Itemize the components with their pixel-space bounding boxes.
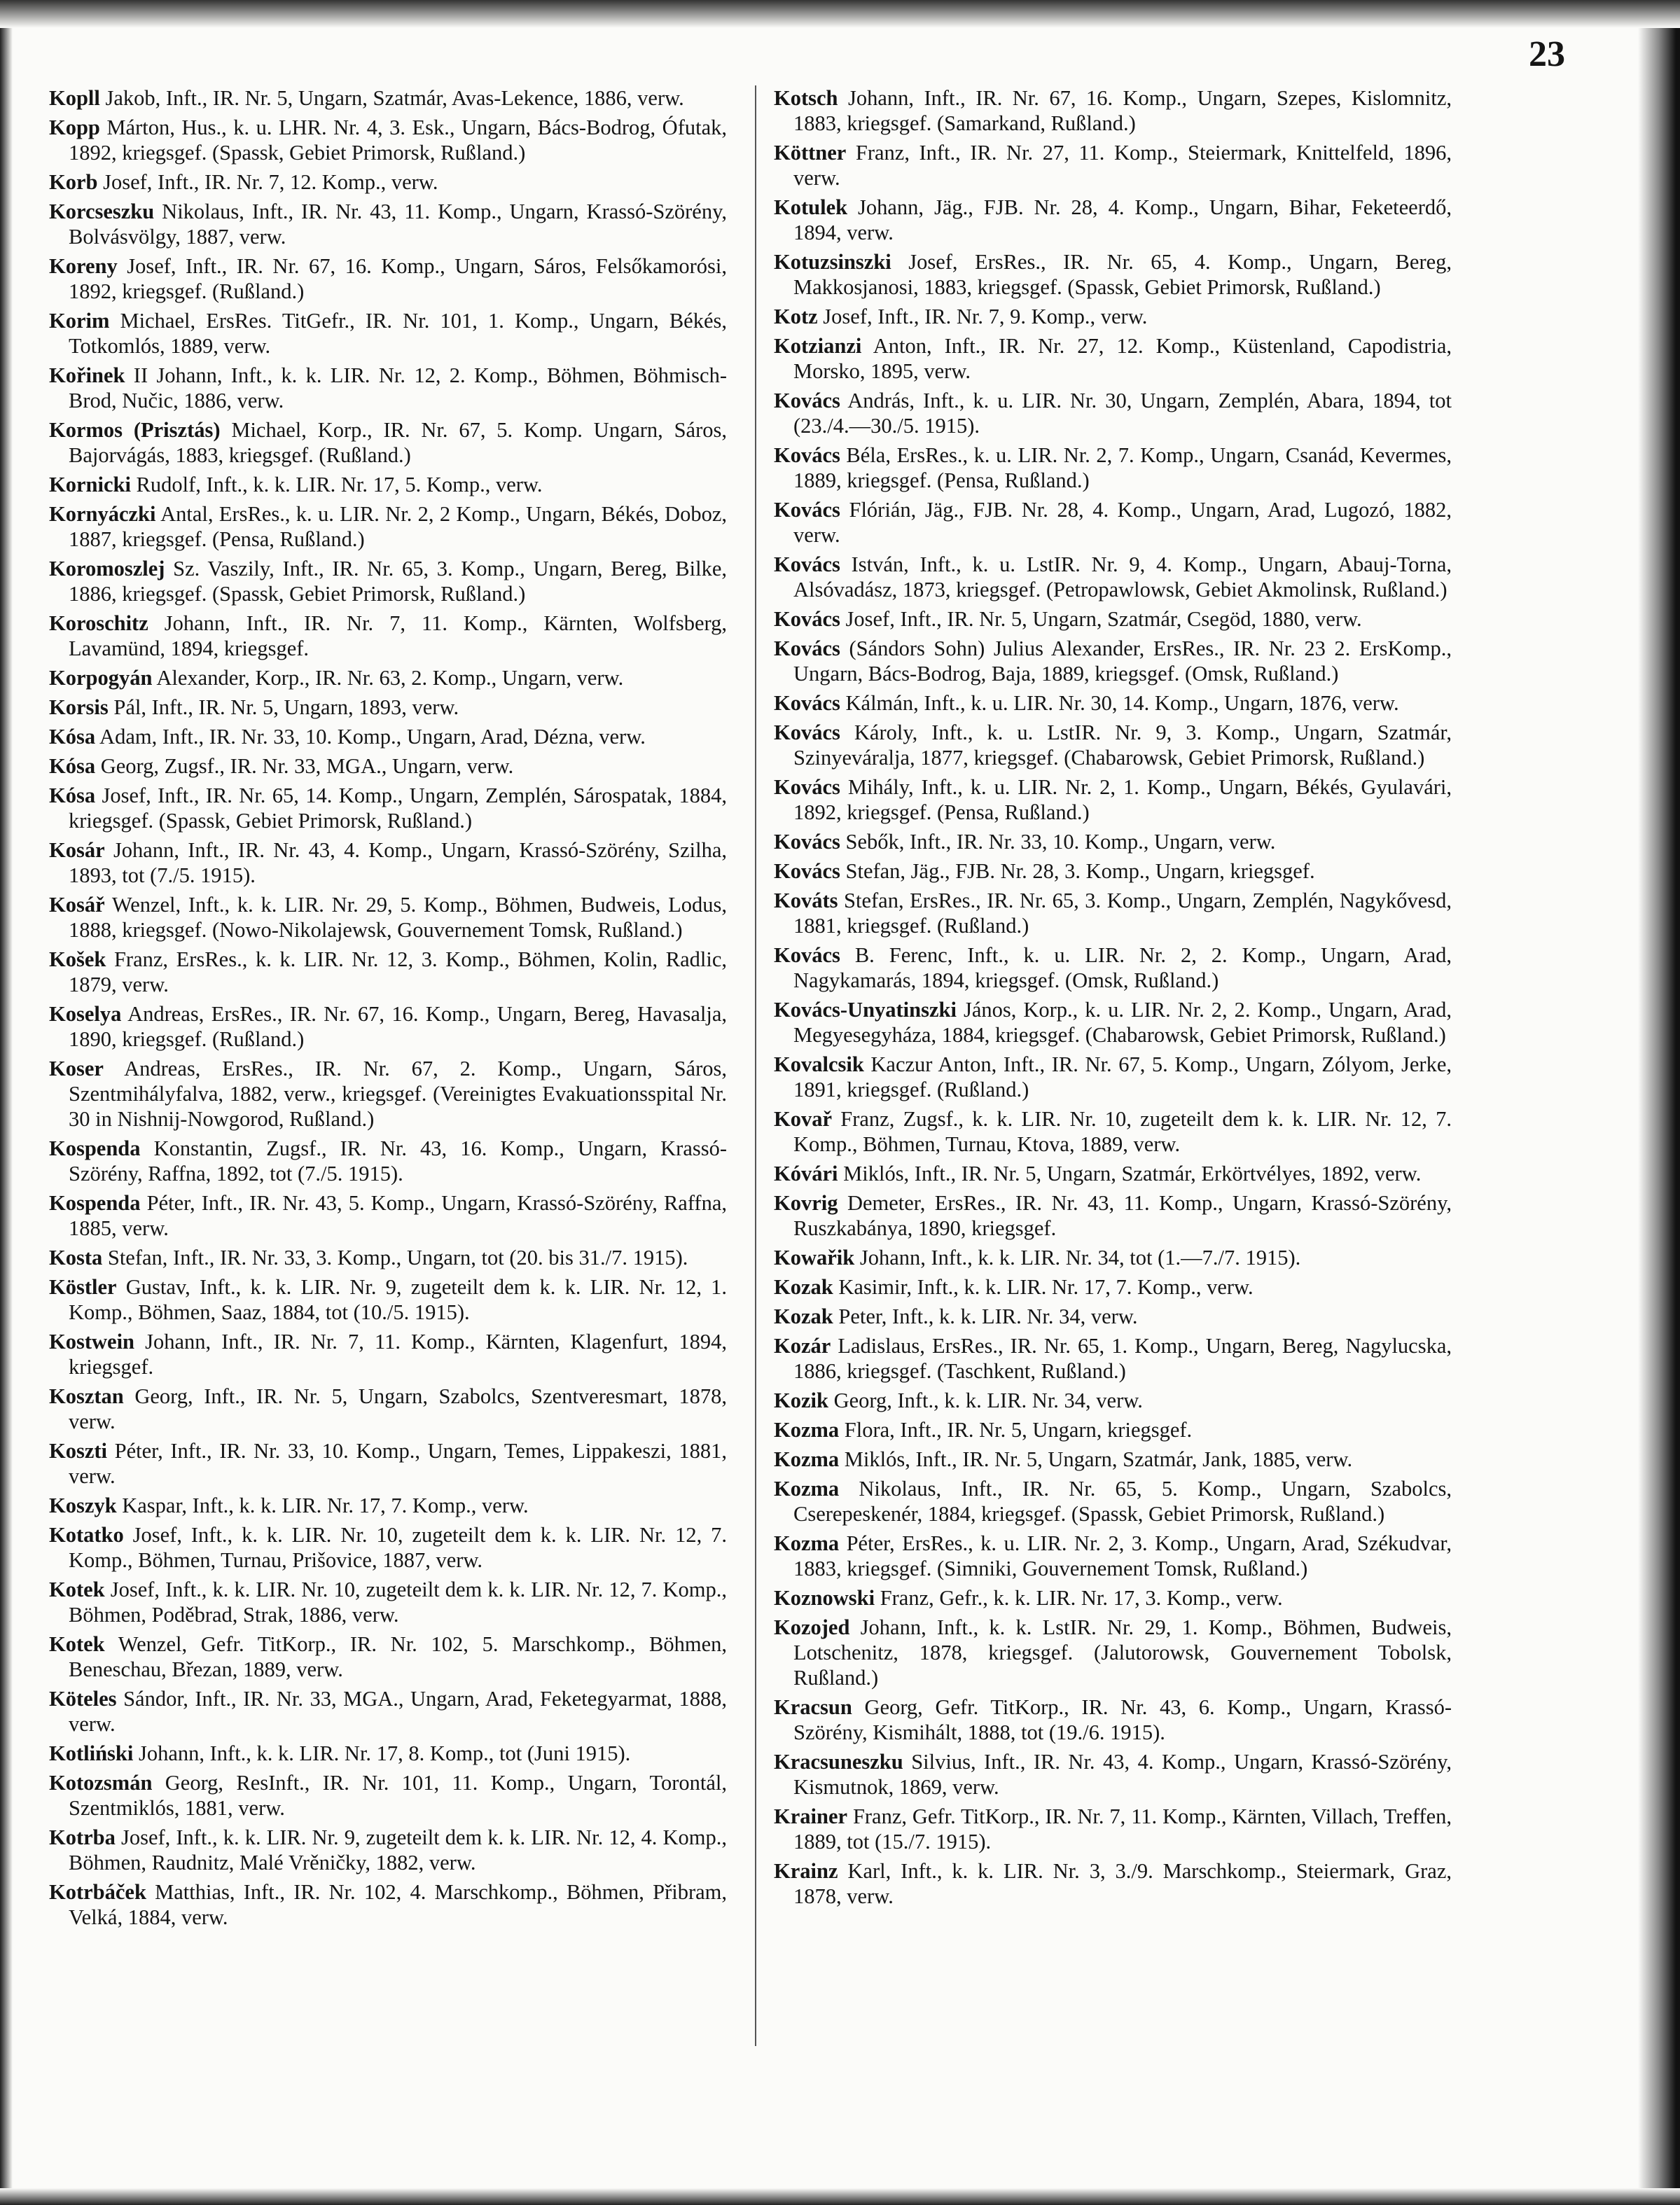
entry-surname: Kozak bbox=[774, 1305, 833, 1328]
register-entry bbox=[49, 363, 727, 413]
register-entry bbox=[49, 1825, 727, 1875]
entry-surname: Kotek bbox=[49, 1632, 105, 1656]
register-entry bbox=[774, 1161, 1452, 1186]
entry-details: Gustav, Inft., k. k. LIR. Nr. 9, zugeteilt dem k. k. LIR. Nr. 12, 1. Komp., Böhmen, Saaz, 1884, tot (10./5. 1915). bbox=[69, 1275, 728, 1324]
register-entry bbox=[774, 140, 1452, 190]
entry-surname: Kovács bbox=[774, 859, 840, 883]
entry-surname: Kovács bbox=[774, 691, 840, 715]
register-entry bbox=[774, 1858, 1452, 1909]
entry-surname: Koroschitz bbox=[49, 611, 148, 635]
entry-details: Kaspar, Inft., k. k. LIR. Nr. 17, 7. Komp., verw. bbox=[122, 1494, 529, 1517]
entry-details: Károly, Inft., k. u. LstIR. Nr. 9, 3. Komp., Ungarn, Szatmár, Szinyeváralja, 1877, kriegsgef. (Chabarowsk, Gebiet Primorsk, Rußland.) bbox=[793, 721, 1452, 770]
entry-surname: Kovrig bbox=[774, 1191, 838, 1215]
register-entry bbox=[49, 1001, 727, 1052]
register-entry bbox=[774, 388, 1452, 438]
entry-details: Miklós, Inft., IR. Nr. 5, Ungarn, Szatmár, Erkörtvélyes, 1892, verw. bbox=[843, 1162, 1422, 1185]
entry-surname: Kovács bbox=[774, 775, 840, 799]
entry-surname: Korim bbox=[49, 309, 110, 333]
entry-details: Johann, Inft., IR. Nr. 7, 11. Komp., Kärnten, Klagenfurt, 1894, kriegsgef. bbox=[69, 1330, 728, 1379]
entry-surname: Kósa bbox=[49, 784, 96, 807]
entry-surname: Kotsch bbox=[774, 86, 838, 110]
entry-surname: Kotrbáček bbox=[49, 1880, 146, 1904]
column-divider bbox=[755, 85, 756, 2046]
entry-details: Sándor, Inft., IR. Nr. 33, MGA., Ungarn, Arad, Feketegyarmat, 1888, verw. bbox=[69, 1687, 728, 1736]
register-entry bbox=[774, 304, 1452, 329]
register-entry bbox=[49, 1686, 727, 1737]
register-entry bbox=[774, 1388, 1452, 1413]
register-entry bbox=[49, 695, 727, 720]
entry-surname: Kopp bbox=[49, 116, 100, 139]
entry-surname: Kovař bbox=[774, 1107, 833, 1131]
entry-details: Johann, Inft., IR. Nr. 43, 4. Komp., Ungarn, Krassó-Szörény, Szilha, 1893, tot (7./5. 1915). bbox=[69, 838, 728, 887]
entry-surname: Kotzianzi bbox=[774, 334, 862, 358]
register-entry bbox=[49, 892, 727, 942]
entry-surname: Kosta bbox=[49, 1246, 103, 1270]
register-entry bbox=[49, 724, 727, 749]
entry-surname: Kořinek bbox=[49, 363, 125, 387]
entry-surname: Kovalcsik bbox=[774, 1052, 864, 1076]
register-entry bbox=[774, 1417, 1452, 1442]
register-entry bbox=[49, 783, 727, 833]
entry-details: Antal, ErsRes., k. u. LIR. Nr. 2, 2 Komp., Ungarn, Békés, Doboz, 1887, kriegsgef. (Pensa, Rußland.) bbox=[69, 502, 727, 551]
register-entry bbox=[774, 690, 1452, 716]
entry-surname: Kozma bbox=[774, 1477, 840, 1501]
register-entry bbox=[49, 1245, 727, 1270]
entry-details: Matthias, Inft., IR. Nr. 102, 4. Marschkomp., Böhmen, Přibram, Velká, 1884, verw. bbox=[69, 1880, 728, 1929]
entry-surname: Koszyk bbox=[49, 1494, 117, 1517]
entry-details: Michael, Korp., IR. Nr. 67, 5. Komp. Ungarn, Sáros, Bajorvágás, 1883, kriegsgef. (Rußland.) bbox=[69, 418, 727, 467]
entry-details: Miklós, Inft., IR. Nr. 5, Ungarn, Szatmár, Jank, 1885, verw. bbox=[844, 1447, 1353, 1471]
register-entry bbox=[49, 199, 727, 249]
entry-surname: Kovács bbox=[774, 443, 840, 467]
entry-details: Márton, Hus., k. u. LHR. Nr. 4, 3. Esk., Ungarn, Bács-Bodrog, Ófutak, 1892, kriegsgef. (Spassk, Gebiet Primorsk, Rußland.) bbox=[69, 116, 728, 165]
entry-surname: Köttner bbox=[774, 141, 847, 165]
entry-surname: Kozár bbox=[774, 1334, 831, 1358]
register-entry bbox=[49, 85, 727, 111]
entry-details: Georg, Inft., IR. Nr. 5, Ungarn, Szabolcs, Szentveresmart, 1878, verw. bbox=[69, 1384, 727, 1433]
entry-surname: Kovács bbox=[774, 607, 840, 631]
entry-surname: Kozma bbox=[774, 1531, 840, 1555]
entry-surname: Kracsuneszku bbox=[774, 1750, 903, 1774]
entry-surname: Korb bbox=[49, 170, 98, 194]
register-entry bbox=[774, 1476, 1452, 1526]
entry-details: István, Inft., k. u. LstIR. Nr. 9, 4. Komp., Ungarn, Abauj-Torna, Alsóvadász, 1873, kriegsgef. (Petropawlowsk, Gebiet Akmolinsk, Rußland.) bbox=[793, 552, 1452, 601]
entry-details: Johann, Inft., k. k. LIR. Nr. 34, tot (1.—7./7. 1915). bbox=[859, 1246, 1301, 1270]
entry-details: Karl, Inft., k. k. LIR. Nr. 3, 3./9. Marschkomp., Steiermark, Graz, 1878, verw. bbox=[793, 1859, 1452, 1908]
entry-surname: Koznowski bbox=[774, 1586, 875, 1610]
register-entry bbox=[774, 720, 1452, 770]
entry-details: Wenzel, Gefr. TitKorp., IR. Nr. 102, 5. Marschkomp., Böhmen, Beneschau, Březan, 1889, verw. bbox=[69, 1632, 727, 1681]
entry-surname: Kovács bbox=[774, 943, 840, 967]
register-entry bbox=[774, 1333, 1452, 1384]
entry-details: Andreas, ErsRes., IR. Nr. 67, 16. Komp., Ungarn, Bereg, Havasalja, 1890, kriegsgef. (Rußland.) bbox=[69, 1002, 727, 1051]
entry-details: Stefan, ErsRes., IR. Nr. 65, 3. Komp., Ungarn, Zemplén, Nagykővesd, 1881, kriegsgef. (Rußland.) bbox=[793, 889, 1452, 938]
entry-details: Rudolf, Inft., k. k. LIR. Nr. 17, 5. Komp., verw. bbox=[136, 473, 543, 496]
entry-details: Josef, Inft., IR. Nr. 7, 12. Komp., verw. bbox=[103, 170, 438, 194]
entry-details: Anton, Inft., IR. Nr. 27, 12. Komp., Küstenland, Capodistria, Morsko, 1895, verw. bbox=[793, 334, 1452, 383]
entry-details: Adam, Inft., IR. Nr. 33, 10. Komp., Ungarn, Arad, Dézna, verw. bbox=[99, 725, 646, 749]
entry-surname: Kospenda bbox=[49, 1136, 141, 1160]
entry-details: Stefan, Jäg., FJB. Nr. 28, 3. Komp., Ungarn, kriegsgef. bbox=[845, 859, 1315, 883]
entry-surname: Kósa bbox=[49, 725, 96, 749]
register-entry bbox=[774, 1531, 1452, 1581]
register-entry bbox=[774, 1695, 1452, 1745]
register-entry bbox=[774, 858, 1452, 884]
register-entry bbox=[49, 417, 727, 468]
register-entry bbox=[774, 1804, 1452, 1854]
entry-surname: Koselya bbox=[49, 1002, 122, 1026]
entry-details: Johann, Jäg., FJB. Nr. 28, 4. Komp., Ungarn, Bihar, Feketeerdő, 1894, verw. bbox=[793, 195, 1452, 244]
entry-details: János, Korp., k. u. LIR. Nr. 2, 2. Komp., Ungarn, Arad, Megyesegyháza, 1884, kriegsgef. (Chabarowsk, Gebiet Primorsk, Rußland.) bbox=[793, 998, 1452, 1047]
register-entry bbox=[774, 1585, 1452, 1611]
entry-surname: Kotz bbox=[774, 305, 818, 328]
scan-edge-top bbox=[0, 0, 1680, 28]
entry-details: Johann, Inft., k. k. LstIR. Nr. 29, 1. Komp., Böhmen, Budweis, Lotschenitz, 1878, kriegsgef. (Jalutorowsk, Gouvernement Tobolsk, Rußland.) bbox=[793, 1615, 1452, 1690]
register-entry bbox=[774, 1245, 1452, 1270]
entry-surname: Kosář bbox=[49, 893, 105, 917]
entry-surname: Koreny bbox=[49, 254, 118, 278]
register-entry bbox=[49, 1770, 727, 1821]
entry-surname: Kozma bbox=[774, 1447, 840, 1471]
entry-details: Andreas, ErsRes., IR. Nr. 67, 2. Komp., Ungarn, Sáros, Szentmihályfalva, 1882, verw., kriegsgef. (Vereinigtes Evakuationsspital Nr. 30 in Nishnij-Nowgorod, Rußland.) bbox=[69, 1057, 727, 1131]
entry-details: Johann, Inft., k. k. LIR. Nr. 17, 8. Komp., tot (Juni 1915). bbox=[138, 1741, 631, 1765]
entry-surname: Koromoszlej bbox=[49, 557, 165, 580]
register-entry bbox=[49, 1493, 727, 1518]
register-entry bbox=[774, 888, 1452, 938]
entry-details: Nikolaus, Inft., IR. Nr. 43, 11. Komp., Ungarn, Krassó-Szörény, Bolvásvölgy, 1887, verw. bbox=[69, 200, 727, 249]
entry-surname: Kozojed bbox=[774, 1615, 850, 1639]
register-entry bbox=[49, 472, 727, 497]
entry-details: Péter, Inft., IR. Nr. 43, 5. Komp., Ungarn, Krassó-Szörény, Raffna, 1885, verw. bbox=[69, 1191, 727, 1240]
entry-details: Demeter, ErsRes., IR. Nr. 43, 11. Komp., Ungarn, Krassó-Szörény, Ruszkabánya, 1890, kriegsgef. bbox=[793, 1191, 1452, 1240]
entry-surname: Kotrba bbox=[49, 1825, 116, 1849]
register-entry bbox=[774, 1190, 1452, 1241]
entry-details: Johann, Inft., IR. Nr. 67, 16. Komp., Ungarn, Szepes, Kislomnitz, 1883, kriegsgef. (Samarkand, Rußland.) bbox=[793, 86, 1452, 135]
register-entry bbox=[774, 942, 1452, 993]
register-entry bbox=[49, 611, 727, 661]
entry-surname: Kotliński bbox=[49, 1741, 134, 1765]
entry-details: Josef, Inft., IR. Nr. 65, 14. Komp., Ungarn, Zemplén, Sárospatak, 1884, kriegsgef. (Spassk, Gebiet Primorsk, Rußland.) bbox=[69, 784, 727, 833]
entry-details: Georg, Inft., k. k. LIR. Nr. 34, verw. bbox=[833, 1389, 1143, 1412]
register-entry bbox=[774, 1274, 1452, 1300]
register-entry bbox=[774, 774, 1452, 825]
entry-details: B. Ferenc, Inft., k. u. LIR. Nr. 2, 2. Komp., Ungarn, Arad, Nagykamarás, 1894, kriegsgef. (Omsk, Rußland.) bbox=[793, 943, 1452, 992]
register-entry bbox=[49, 947, 727, 997]
register-entry bbox=[774, 636, 1452, 686]
entry-details: Franz, Gefr. TitKorp., IR. Nr. 7, 11. Komp., Kärnten, Villach, Treffen, 1889, tot (15./7. 1915). bbox=[793, 1804, 1452, 1853]
register-entry bbox=[774, 997, 1452, 1048]
register-entry bbox=[774, 443, 1452, 493]
entry-details: Peter, Inft., k. k. LIR. Nr. 34, verw. bbox=[838, 1305, 1138, 1328]
entry-surname: Kozak bbox=[774, 1275, 833, 1299]
entry-details: Ladislaus, ErsRes., IR. Nr. 65, 1. Komp., Ungarn, Bereg, Nagylucska, 1886, kriegsgef. (Taschkent, Rußland.) bbox=[793, 1334, 1452, 1383]
entry-surname: Kósa bbox=[49, 754, 96, 778]
entry-surname: Koszti bbox=[49, 1439, 108, 1463]
register-entry bbox=[49, 1136, 727, 1186]
entry-surname: Kosár bbox=[49, 838, 105, 862]
right-column bbox=[774, 85, 1452, 1913]
register-entry bbox=[774, 1749, 1452, 1800]
register-entry bbox=[49, 501, 727, 552]
entry-surname: Kotek bbox=[49, 1578, 105, 1601]
entry-surname: Kovács bbox=[774, 389, 840, 412]
register-entry bbox=[49, 1632, 727, 1682]
entry-surname: Kospenda bbox=[49, 1191, 141, 1215]
entry-details: Nikolaus, Inft., IR. Nr. 65, 5. Komp., Ungarn, Szabolcs, Cserepeskenér, 1884, kriegsgef. (Spassk, Gebiet Primorsk, Rußland.) bbox=[793, 1477, 1452, 1526]
register-entry bbox=[49, 1274, 727, 1325]
entry-details: Franz, Zugsf., k. k. LIR. Nr. 10, zugeteilt dem k. k. LIR. Nr. 12, 7. Komp., Böhmen, Turnau, Ktova, 1889, verw. bbox=[793, 1107, 1452, 1156]
entry-surname: Kovács bbox=[774, 830, 840, 854]
entry-details: Josef, Inft., k. k. LIR. Nr. 9, zugeteilt dem k. k. LIR. Nr. 12, 4. Komp., Böhmen, Raudnitz, Malé Vrěničky, 1882, verw. bbox=[69, 1825, 727, 1874]
entry-surname: Korcseszku bbox=[49, 200, 155, 223]
entry-surname: Kotulek bbox=[774, 195, 848, 219]
entry-surname: Košek bbox=[49, 947, 106, 971]
entry-surname: Kornyáczki bbox=[49, 502, 156, 526]
entry-surname: Kovács bbox=[774, 721, 840, 744]
register-entry bbox=[774, 1447, 1452, 1472]
entry-details: Flórián, Jäg., FJB. Nr. 28, 4. Komp., Ungarn, Arad, Lugozó, 1882, verw. bbox=[793, 498, 1452, 547]
entry-details: Josef, Inft., k. k. LIR. Nr. 10, zugeteilt dem k. k. LIR. Nr. 12, 7. Komp., Böhmen, Turnau, Prišovice, 1887, verw. bbox=[69, 1523, 727, 1572]
entry-details: Franz, Inft., IR. Nr. 27, 11. Komp., Steiermark, Knittelfeld, 1896, verw. bbox=[793, 141, 1452, 190]
entry-details: Josef, Inft., IR. Nr. 7, 9. Komp., verw. bbox=[823, 305, 1148, 328]
entry-surname: Kormos (Prisztás) bbox=[49, 418, 221, 442]
entry-surname: Kotozsmán bbox=[49, 1771, 153, 1795]
entry-surname: Kóvári bbox=[774, 1162, 838, 1185]
entry-surname: Krainer bbox=[774, 1804, 848, 1828]
entry-details: Michael, ErsRes. TitGefr., IR. Nr. 101, 1. Komp., Ungarn, Békés, Totkomlós, 1889, verw. bbox=[69, 309, 727, 358]
entry-surname: Kosztan bbox=[49, 1384, 124, 1408]
scan-edge-bottom bbox=[0, 2188, 1680, 2205]
scan-edge-right bbox=[1638, 0, 1680, 2205]
register-entry bbox=[49, 115, 727, 165]
entry-surname: Kracsun bbox=[774, 1695, 852, 1719]
entry-details: Kasimir, Inft., k. k. LIR. Nr. 17, 7. Komp., verw. bbox=[838, 1275, 1254, 1299]
entry-details: Sebők, Inft., IR. Nr. 33, 10. Komp., Ungarn, verw. bbox=[845, 830, 1276, 854]
register-entry bbox=[49, 753, 727, 779]
entry-surname: Kowařik bbox=[774, 1246, 855, 1270]
page-number: 23 bbox=[1529, 34, 1565, 74]
entry-details: Franz, Gefr., k. k. LIR. Nr. 17, 3. Komp., verw. bbox=[880, 1586, 1283, 1610]
register-entry bbox=[49, 1190, 727, 1241]
entry-details: (Sándors Sohn) Julius Alexander, ErsRes., IR. Nr. 23 2. ErsKomp., Ungarn, Bács-Bodrog, Baja, 1889, kriegsgef. (Omsk, Rußland.) bbox=[793, 637, 1452, 686]
entry-details: Josef, Inft., IR. Nr. 5, Ungarn, Szatmár, Csegöd, 1880, verw. bbox=[845, 607, 1362, 631]
register-entry bbox=[49, 665, 727, 690]
entry-details: Péter, Inft., IR. Nr. 33, 10. Komp., Ungarn, Temes, Lippakeszi, 1881, verw. bbox=[69, 1439, 727, 1488]
register-entry bbox=[774, 497, 1452, 548]
entry-surname: Koser bbox=[49, 1057, 104, 1080]
entry-details: Pál, Inft., IR. Nr. 5, Ungarn, 1893, verw. bbox=[113, 695, 459, 719]
entry-details: Kálmán, Inft., k. u. LIR. Nr. 30, 14. Komp., Ungarn, 1876, verw. bbox=[845, 691, 1399, 715]
register-entry bbox=[49, 837, 727, 888]
register-entry bbox=[49, 1577, 727, 1627]
entry-surname: Kozik bbox=[774, 1389, 828, 1412]
entry-details: Péter, ErsRes., k. u. LIR. Nr. 2, 3. Komp., Ungarn, Arad, Székudvar, 1883, kriegsgef. (Simniki, Gouvernement Tomsk, Rußland.) bbox=[793, 1531, 1452, 1580]
entry-surname: Kovács bbox=[774, 552, 840, 576]
entry-surname: Kozma bbox=[774, 1418, 840, 1442]
entry-details: II Johann, Inft., k. k. LIR. Nr. 12, 2. Komp., Böhmen, Böhmisch-Brod, Nučic, 1886, verw. bbox=[69, 363, 727, 412]
register-entry bbox=[49, 1879, 727, 1930]
entry-surname: Kostwein bbox=[49, 1330, 134, 1354]
entry-details: Alexander, Korp., IR. Nr. 63, 2. Komp., Ungarn, verw. bbox=[156, 666, 624, 690]
entry-details: András, Inft., k. u. LIR. Nr. 30, Ungarn, Zemplén, Abara, 1894, tot (23./4.—30./5. 1915). bbox=[793, 389, 1452, 438]
entry-details: Georg, Gefr. TitKorp., IR. Nr. 43, 6. Komp., Ungarn, Krassó-Szörény, Kismihált, 1888, tot (19./6. 1915). bbox=[793, 1695, 1452, 1744]
register-entry bbox=[49, 1329, 727, 1379]
entry-details: Konstantin, Zugsf., IR. Nr. 43, 16. Komp., Ungarn, Krassó-Szörény, Raffna, 1892, tot (7./5. 1915). bbox=[69, 1136, 727, 1185]
entry-details: Mihály, Inft., k. u. LIR. Nr. 2, 1. Komp., Ungarn, Békés, Gyulavári, 1892, kriegsgef. (Pensa, Rußland.) bbox=[793, 775, 1452, 824]
entry-details: Georg, Zugsf., IR. Nr. 33, MGA., Ungarn, verw. bbox=[100, 754, 514, 778]
entry-surname: Kotatko bbox=[49, 1523, 124, 1547]
entry-details: Josef, ErsRes., IR. Nr. 65, 4. Komp., Ungarn, Bereg, Makkosjanosi, 1883, kriegsgef. (Spassk, Gebiet Primorsk, Rußland.) bbox=[793, 250, 1452, 299]
register-entry bbox=[49, 1384, 727, 1434]
entry-surname: Köteles bbox=[49, 1687, 117, 1711]
register-entry bbox=[49, 169, 727, 195]
entry-details: Josef, Inft., k. k. LIR. Nr. 10, zugeteilt dem k. k. LIR. Nr. 12, 7. Komp., Böhmen, Poděbrad, Strak, 1886, verw. bbox=[69, 1578, 727, 1627]
entry-details: Kaczur Anton, Inft., IR. Nr. 67, 5. Komp., Ungarn, Zólyom, Jerke, 1891, kriegsgef. (Rußland.) bbox=[793, 1052, 1452, 1101]
entry-surname: Krainz bbox=[774, 1859, 838, 1883]
entry-details: Franz, ErsRes., k. k. LIR. Nr. 12, 3. Komp., Böhmen, Kolin, Radlic, 1879, verw. bbox=[69, 947, 727, 996]
register-entry bbox=[49, 1522, 727, 1573]
register-entry bbox=[774, 1615, 1452, 1690]
register-entry bbox=[774, 85, 1452, 136]
register-entry bbox=[49, 1438, 727, 1489]
entry-details: Jakob, Inft., IR. Nr. 5, Ungarn, Szatmár, Avas-Lekence, 1886, verw. bbox=[105, 86, 684, 110]
register-entry bbox=[49, 1056, 727, 1132]
register-entry bbox=[774, 195, 1452, 245]
register-entry bbox=[774, 606, 1452, 632]
entry-details: Wenzel, Inft., k. k. LIR. Nr. 29, 5. Komp., Böhmen, Budweis, Lodus, 1888, kriegsgef. (Nowo-Nikolajewsk, Gouvernement Tomsk, Rußland.) bbox=[69, 893, 727, 942]
register-entry bbox=[774, 829, 1452, 854]
entry-surname: Kovács bbox=[774, 637, 840, 660]
entry-details: Georg, ResInft., IR. Nr. 101, 11. Komp., Ungarn, Torontál, Szentmiklós, 1881, verw. bbox=[69, 1771, 727, 1820]
entry-surname: Kováts bbox=[774, 889, 838, 912]
register-entry bbox=[49, 308, 727, 359]
entry-surname: Kornicki bbox=[49, 473, 131, 496]
entry-details: Sz. Vaszily, Inft., IR. Nr. 65, 3. Komp., Ungarn, Bereg, Bilke, 1886, kriegsgef. (Spassk, Gebiet Primorsk, Rußland.) bbox=[69, 557, 728, 606]
entry-surname: Kotuzsinszki bbox=[774, 250, 891, 274]
entry-details: Johann, Inft., IR. Nr. 7, 11. Komp., Kärnten, Wolfsberg, Lavamünd, 1894, kriegsgef. bbox=[69, 611, 728, 660]
entry-surname: Köstler bbox=[49, 1275, 117, 1299]
entry-surname: Kopll bbox=[49, 86, 100, 110]
entry-details: Flora, Inft., IR. Nr. 5, Ungarn, kriegsgef. bbox=[844, 1418, 1193, 1442]
register-entry bbox=[774, 333, 1452, 384]
entry-surname: Kovács-Unyatinszki bbox=[774, 998, 957, 1022]
entry-details: Josef, Inft., IR. Nr. 67, 16. Komp., Ungarn, Sáros, Felsőkamorósi, 1892, kriegsgef. (Rußland.) bbox=[69, 254, 727, 303]
entry-surname: Kovács bbox=[774, 498, 840, 522]
register-entry bbox=[774, 1304, 1452, 1329]
entry-details: Silvius, Inft., IR. Nr. 43, 4. Komp., Ungarn, Krassó-Szörény, Kismutnok, 1869, verw. bbox=[793, 1750, 1452, 1799]
entry-surname: Korsis bbox=[49, 695, 109, 719]
register-entry bbox=[49, 1741, 727, 1766]
entry-details: Stefan, Inft., IR. Nr. 33, 3. Komp., Ungarn, tot (20. bis 31./7. 1915). bbox=[107, 1246, 688, 1270]
entry-surname: Korpogyán bbox=[49, 666, 153, 690]
scan-edge-left bbox=[0, 0, 13, 2205]
register-entry bbox=[49, 253, 727, 304]
register-entry bbox=[774, 249, 1452, 300]
register-entry bbox=[774, 1052, 1452, 1102]
entry-details: Béla, ErsRes., k. u. LIR. Nr. 2, 7. Komp., Ungarn, Csanád, Kevermes, 1889, kriegsgef. (Pensa, Rußland.) bbox=[793, 443, 1452, 492]
register-entry bbox=[774, 552, 1452, 602]
register-entry bbox=[49, 556, 727, 606]
register-entry bbox=[774, 1106, 1452, 1157]
left-column bbox=[49, 85, 727, 1934]
